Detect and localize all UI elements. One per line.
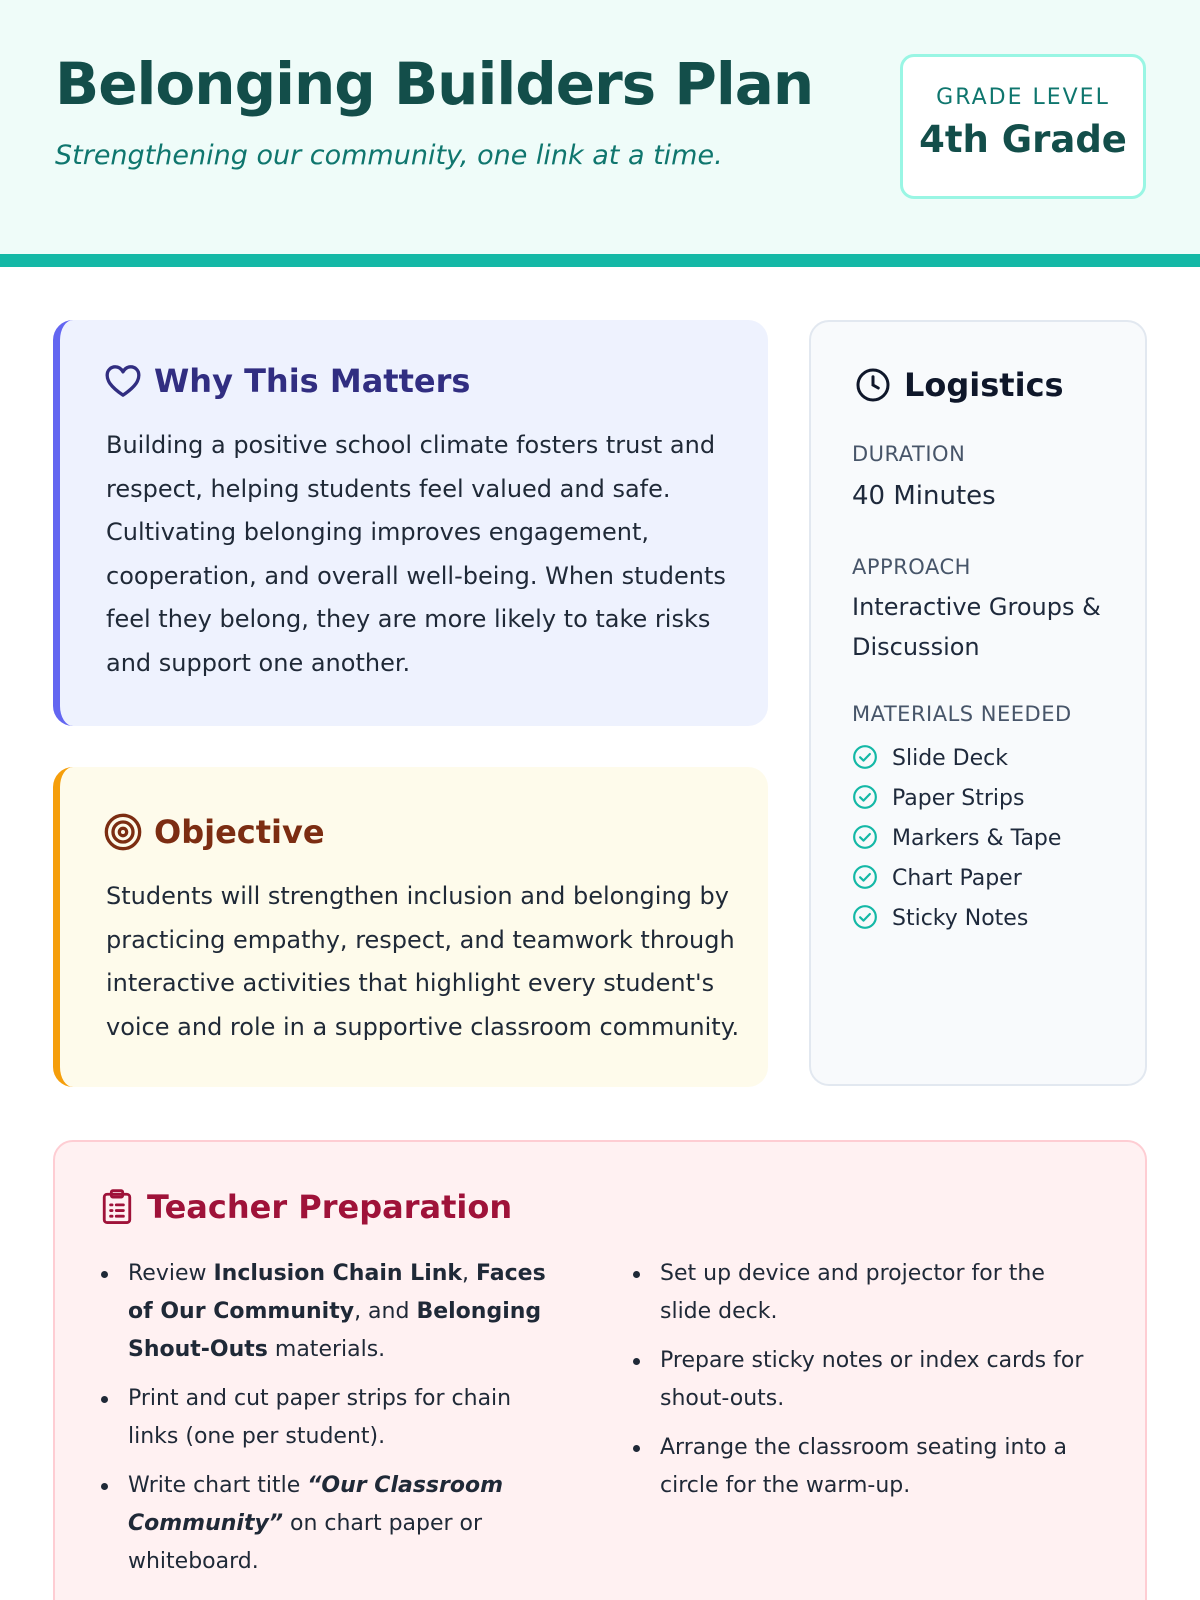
- list-item: [852, 738, 1122, 778]
- chart-title-text: “Our Classroom Community”: [128, 1473, 504, 1536]
- grade-level-value: 4th Grade: [919, 118, 1127, 161]
- prep-text: , and: [354, 1299, 417, 1324]
- check-circle-icon: [852, 824, 880, 852]
- materials-section: [852, 702, 1122, 938]
- list-item: [852, 858, 1122, 898]
- teacher-preparation-card: [53, 1140, 1147, 1600]
- duration-section: [852, 442, 1122, 516]
- grade-level-label: GRADE LEVEL: [936, 85, 1110, 110]
- approach-section: [852, 555, 1122, 667]
- preparation-list: [99, 1255, 549, 1581]
- material-label: Slide Deck: [892, 745, 1008, 771]
- objective-text: Students will strengthen inclusion and belonging by practicing empathy, respect, and teamwork through interactive activities that highlight every student's voice and role in a supportive classroom community.: [106, 882, 740, 1041]
- material-name: Inclusion Chain Link: [213, 1261, 463, 1286]
- clipboard-icon: [99, 1186, 135, 1228]
- check-circle-icon: [852, 744, 880, 772]
- logistics-header: [852, 364, 1064, 406]
- prep-text: Review: [128, 1261, 214, 1286]
- grade-level-box: [900, 54, 1146, 199]
- materials-label: MATERIALS NEEDED: [852, 702, 1072, 726]
- material-name: Belonging Shout-Outs: [128, 1299, 542, 1362]
- material-name: Faces of Our Community: [128, 1261, 546, 1324]
- material-label: Sticky Notes: [892, 905, 1029, 931]
- list-item: [99, 1467, 549, 1581]
- objective-card: [53, 767, 768, 1087]
- why-this-matters-text: Building a positive school climate fosters trust and respect, helping students feel valued and safe. Cultivating belonging improves engagement, cooperation, and overall well-being. When students feel they belong, they are more likely to take risks and support one another.: [106, 431, 726, 677]
- prep-text: materials.: [267, 1337, 386, 1362]
- objective-header: [102, 811, 325, 853]
- list-item: Set up device and projector for the slide deck.: [631, 1255, 1101, 1331]
- why-this-matters-header: [102, 360, 470, 402]
- duration-value: 40 Minutes: [852, 481, 996, 511]
- why-this-matters-title: Why This Matters: [154, 362, 471, 400]
- list-item: [852, 898, 1122, 938]
- heart-icon: [102, 360, 144, 402]
- page-subtitle: Strengthening our community, one link at a time.: [55, 140, 723, 171]
- target-icon: [102, 811, 144, 853]
- material-label: Markers & Tape: [892, 825, 1062, 851]
- list-item: [852, 818, 1122, 858]
- duration-label: DURATION: [852, 442, 966, 466]
- preparation-list: [631, 1255, 1101, 1505]
- prep-text: ,: [462, 1261, 477, 1286]
- material-label: Chart Paper: [892, 865, 1022, 891]
- check-circle-icon: [852, 784, 880, 812]
- preparation-column-right: [631, 1255, 1101, 1516]
- prep-text: on chart paper or whiteboard.: [128, 1511, 483, 1574]
- clock-icon: [852, 364, 894, 406]
- material-label: Paper Strips: [892, 785, 1025, 811]
- logistics-title: Logistics: [904, 366, 1064, 404]
- why-this-matters-card: [53, 320, 768, 726]
- page-title: Belonging Builders Plan: [55, 50, 814, 118]
- logistics-card: [809, 320, 1147, 1086]
- check-circle-icon: [852, 864, 880, 892]
- teacher-preparation-header: [99, 1186, 512, 1228]
- prep-text: Write chart title: [128, 1473, 308, 1498]
- list-item: Print and cut paper strips for chain links (one per student).: [99, 1380, 549, 1456]
- preparation-column-left: [99, 1255, 549, 1592]
- objective-title: Objective: [154, 813, 325, 851]
- approach-label: APPROACH: [852, 555, 971, 579]
- page-header: [0, 0, 1200, 254]
- header-divider: [0, 254, 1200, 267]
- materials-list: [852, 738, 1122, 938]
- teacher-preparation-title: Teacher Preparation: [147, 1188, 513, 1226]
- check-circle-icon: [852, 904, 880, 932]
- list-item: Prepare sticky notes or index cards for shout-outs.: [631, 1342, 1101, 1418]
- list-item: [99, 1255, 549, 1369]
- list-item: [852, 778, 1122, 818]
- approach-value: Interactive Groups & Discussion: [852, 593, 1101, 661]
- list-item: Arrange the classroom seating into a circle for the warm-up.: [631, 1429, 1101, 1505]
